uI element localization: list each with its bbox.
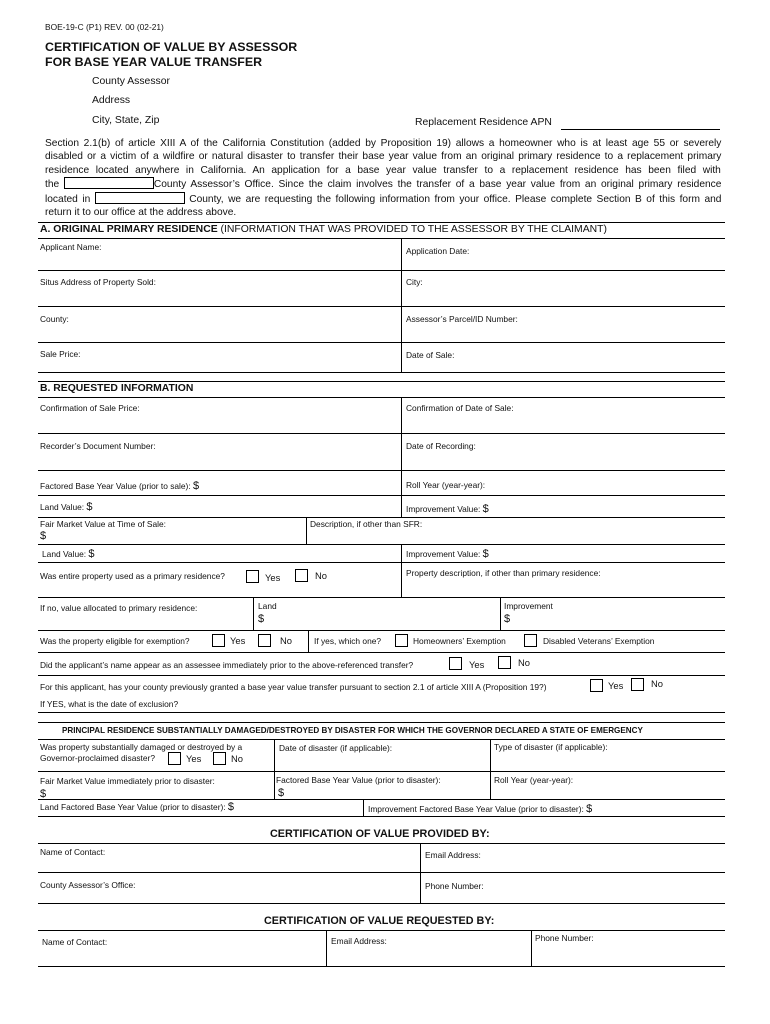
requested-contact-label: Name of Contact: <box>42 937 108 947</box>
prior-transfer-yes-checkbox[interactable] <box>590 679 603 692</box>
intro-line: disabled or a victim of a wildfire or natural disaster to transfer their base year value from an original primary residence to a replacement primary <box>45 151 722 163</box>
land-value-label <box>40 501 93 513</box>
requested-email-label: Email Address: <box>331 936 387 946</box>
improvement-value-2-label <box>406 548 489 560</box>
factored-byv-text: Factored Base Year Value (prior to sale): <box>40 481 191 491</box>
application-date-label: Application Date: <box>406 246 470 256</box>
disaster-yes-label: Yes <box>186 753 202 764</box>
cert-provided-heading: CERTIFICATION OF VALUE PROVIDED BY: <box>270 828 490 840</box>
intro-line <box>45 192 721 206</box>
primary-residence-yes-checkbox[interactable] <box>246 570 259 583</box>
intro-text: the <box>45 179 60 191</box>
land-factored-text: Land Factored Base Year Value (prior to disaster): <box>40 802 226 812</box>
disaster-q-line1: Was property substantially damaged or destroyed by a <box>40 742 243 752</box>
disabled-veterans-label: Disabled Veterans’ Exemption <box>543 636 655 646</box>
provided-office-label: County Assessor’s Office: <box>40 880 136 890</box>
disabled-veterans-checkbox[interactable] <box>524 634 537 647</box>
assessee-question: Did the applicant’s name appear as an assessee immediately prior to the above-referenced transfer? <box>40 660 414 670</box>
form-title <box>45 40 297 70</box>
section-a-subtitle: (INFORMATION THAT WAS PROVIDED TO THE ASSESSOR BY THE CLAIMANT) <box>220 224 607 235</box>
intro-line: residence located anywhere in California. An application for a base year value transfer to a replacement residence has been filed with <box>45 164 721 176</box>
dollar-sign: $ <box>278 787 285 799</box>
situs-address-label: Situs Address of Property Sold: <box>40 277 156 287</box>
disaster-yes-checkbox[interactable] <box>168 752 181 765</box>
dollar-sign: $ <box>193 480 200 492</box>
factored-byv-label <box>40 480 199 492</box>
improvement-factored-label <box>368 803 592 815</box>
recorders-doc-label: Recorder’s Document Number: <box>40 441 156 451</box>
parcel-id-label: Assessor’s Parcel/ID Number: <box>406 314 518 324</box>
provided-contact-label: Name of Contact: <box>40 847 106 857</box>
city-state-zip-label: City, State, Zip <box>92 115 160 126</box>
intro-paragraph <box>45 137 721 219</box>
exemption-no-label: No <box>280 635 292 646</box>
primary-residence-question: Was entire property used as a primary residence? <box>40 571 225 581</box>
land-allocation-label: Land <box>258 601 277 611</box>
land-value-text: Land Value: <box>40 502 85 512</box>
form-title-line2: FOR BASE YEAR VALUE TRANSFER <box>45 55 263 69</box>
disaster-damaged-question <box>40 742 242 764</box>
section-b-heading: B. REQUESTED INFORMATION <box>40 383 194 394</box>
cert-requested-heading: CERTIFICATION OF VALUE REQUESTED BY: <box>264 915 495 927</box>
land-factored-label <box>40 801 234 813</box>
land-value-2-label <box>42 548 95 560</box>
located-county-input[interactable] <box>95 192 185 204</box>
exemption-yes-checkbox[interactable] <box>212 634 225 647</box>
exemption-no-checkbox[interactable] <box>258 634 271 647</box>
provided-phone-label: Phone Number: <box>425 881 484 891</box>
county-assessor-label: County Assessor <box>92 76 170 87</box>
exemption-question: Was the property eligible for exemption? <box>40 636 190 646</box>
county-label: County: <box>40 314 69 324</box>
confirm-sale-price-label: Confirmation of Sale Price: <box>40 403 140 413</box>
section-a-title: A. ORIGINAL PRIMARY RESIDENCE <box>40 224 218 235</box>
form-id: BOE-19-C (P1) REV. 00 (02-21) <box>45 22 164 32</box>
date-of-exclusion-label: If YES, what is the date of exclusion? <box>40 699 179 709</box>
roll-year-disaster-label: Roll Year (year-year): <box>494 775 574 785</box>
roll-year-label: Roll Year (year-year): <box>406 480 486 490</box>
dollar-sign: $ <box>258 613 265 625</box>
replacement-apn-label: Replacement Residence APN <box>415 117 552 128</box>
dollar-sign: $ <box>482 548 489 560</box>
prior-transfer-question: For this applicant, has your county previously granted a base year value transfer pursuant to section 2.1 of article XIII A (Proposition 19?) <box>40 682 547 692</box>
improvement-allocation-label: Improvement <box>504 601 553 611</box>
intro-text: County, we are requesting the following information from your office. Please complete Section B of this form and <box>189 193 722 205</box>
requested-phone-label: Phone Number: <box>535 933 594 943</box>
fmv-prior-disaster-label: Fair Market Value immediately prior to disaster: <box>40 776 215 786</box>
prior-transfer-no-checkbox[interactable] <box>631 678 644 691</box>
fmv-time-of-sale-label: Fair Market Value at Time of Sale: <box>40 519 166 529</box>
confirm-date-of-sale-label: Confirmation of Date of Sale: <box>406 403 514 413</box>
homeowners-exemption-label: Homeowners’ Exemption <box>413 636 506 646</box>
disaster-heading: PRINCIPAL RESIDENCE SUBSTANTIALLY DAMAGED/DESTROYED BY DISASTER FOR WHICH THE GOVERNOR DECLARED A STATE OF EMERGENCY <box>62 726 643 735</box>
type-of-disaster-label: Type of disaster (if applicable): <box>494 742 608 752</box>
dollar-sign: $ <box>504 613 511 625</box>
provided-email-label: Email Address: <box>425 850 481 860</box>
dollar-sign: $ <box>40 788 47 800</box>
land-value-2-text: Land Value: <box>42 549 87 559</box>
assessee-no-checkbox[interactable] <box>498 656 511 669</box>
intro-line: return it to our office at the address above. <box>45 207 237 219</box>
disaster-q-line2: Governor-proclaimed disaster? <box>40 753 155 763</box>
intro-line <box>45 177 721 191</box>
sale-price-label: Sale Price: <box>40 349 81 359</box>
improvement-value-2-text: Improvement Value: <box>406 549 481 559</box>
assessee-yes-label: Yes <box>469 659 485 670</box>
improvement-value-text: Improvement Value: <box>406 504 481 514</box>
date-of-sale-label: Date of Sale: <box>406 350 455 360</box>
dollar-sign: $ <box>586 803 593 815</box>
date-of-disaster-label: Date of disaster (if applicable): <box>279 743 393 753</box>
assessee-no-label: No <box>518 657 530 668</box>
form-title-line1: CERTIFICATION OF VALUE BY ASSESSOR <box>45 40 298 54</box>
intro-text: located in <box>45 193 91 205</box>
disaster-no-label: No <box>231 753 243 764</box>
which-exemption-label: If yes, which one? <box>314 636 382 646</box>
property-description-label: Property description, if other than primary residence: <box>406 568 601 578</box>
primary-residence-no-label: No <box>315 570 327 581</box>
description-sfr-label: Description, if other than SFR: <box>310 519 423 529</box>
dollar-sign: $ <box>482 503 489 515</box>
applicant-name-label: Applicant Name: <box>40 242 102 252</box>
assessee-yes-checkbox[interactable] <box>449 657 462 670</box>
replacement-apn-field[interactable] <box>561 129 720 130</box>
intro-text: County Assessor’s Office. Since the claim involves the transfer of a base year value from an original primary residence <box>153 179 722 191</box>
improvement-value-label <box>406 503 489 515</box>
dollar-sign: $ <box>88 548 95 560</box>
prior-transfer-no-label: No <box>651 678 663 689</box>
filed-county-input[interactable] <box>64 177 154 189</box>
dollar-sign: $ <box>40 530 47 542</box>
date-of-recording-label: Date of Recording: <box>406 441 476 451</box>
factored-byv-prior-label: Factored Base Year Value (prior to disaster): <box>276 775 441 785</box>
intro-line: Section 2.1(b) of article XIII A of the California Constitution (added by Proposition 19) allows a homeowner who is at least age 55 or severely <box>45 138 722 149</box>
section-a-heading <box>40 224 607 235</box>
address-label: Address <box>92 95 131 106</box>
primary-residence-yes-label: Yes <box>265 572 281 583</box>
disaster-no-checkbox[interactable] <box>213 752 226 765</box>
prior-transfer-yes-label: Yes <box>608 680 624 691</box>
dollar-sign: $ <box>86 501 93 513</box>
improvement-factored-text: Improvement Factored Base Year Value (prior to disaster): <box>368 804 584 814</box>
value-allocated-label: If no, value allocated to primary residence: <box>40 603 198 613</box>
exemption-yes-label: Yes <box>230 635 246 646</box>
city-label: City: <box>406 277 423 287</box>
primary-residence-no-checkbox[interactable] <box>295 569 308 582</box>
homeowners-exemption-checkbox[interactable] <box>395 634 408 647</box>
dollar-sign: $ <box>227 801 235 813</box>
